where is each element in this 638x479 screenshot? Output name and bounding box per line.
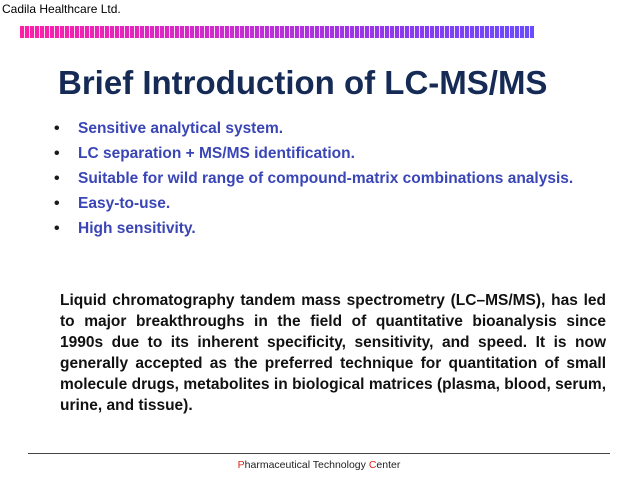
footer-word-pharmaceutical: harmaceutical (244, 459, 311, 471)
slide-title: Brief Introduction of LC-MS/MS (58, 64, 548, 101)
bullet-item (50, 193, 590, 214)
bullet-icon: • (54, 170, 60, 187)
bullet-icon: • (54, 195, 60, 212)
bullet-text: Suitable for wild range of compound-matrix combinations analysis. (78, 170, 574, 187)
bullet-item (50, 143, 590, 164)
bullet-icon: • (54, 120, 60, 137)
footer-word-technology: Technology (310, 459, 369, 471)
footer-word-center: enter (376, 459, 401, 471)
bullet-text: High sensitivity. (78, 220, 196, 237)
bullet-icon: • (54, 220, 60, 237)
body-paragraph: Liquid chromatography tandem mass spectrometry (LC–MS/MS), has led to major breakthroughs in the field of quantitative bioanalysis since 1990s due to its inherent specificity, sensitivity, and speed. It is now generally accepted as the preferred technique for quantitation of small molecule drugs, metabolites in biological matrices (plasma, blood, serum, urine, and tissue). (60, 292, 606, 414)
bullet-list (50, 118, 590, 243)
footer-divider (28, 453, 610, 454)
bullet-text: Sensitive analytical system. (78, 120, 284, 137)
decorative-stripe (20, 26, 534, 38)
footer-initial-p: P (237, 459, 245, 471)
bullet-icon: • (54, 145, 60, 162)
bullet-text: Easy-to-use. (78, 195, 171, 212)
footer-initial-c: C (368, 459, 377, 471)
footer-text (0, 459, 638, 471)
bullet-text: LC separation + MS/MS identification. (78, 145, 355, 162)
bullet-item (50, 118, 590, 139)
company-name: Cadila Healthcare Ltd. (2, 2, 121, 16)
bullet-item (50, 168, 590, 189)
bullet-item (50, 218, 590, 239)
